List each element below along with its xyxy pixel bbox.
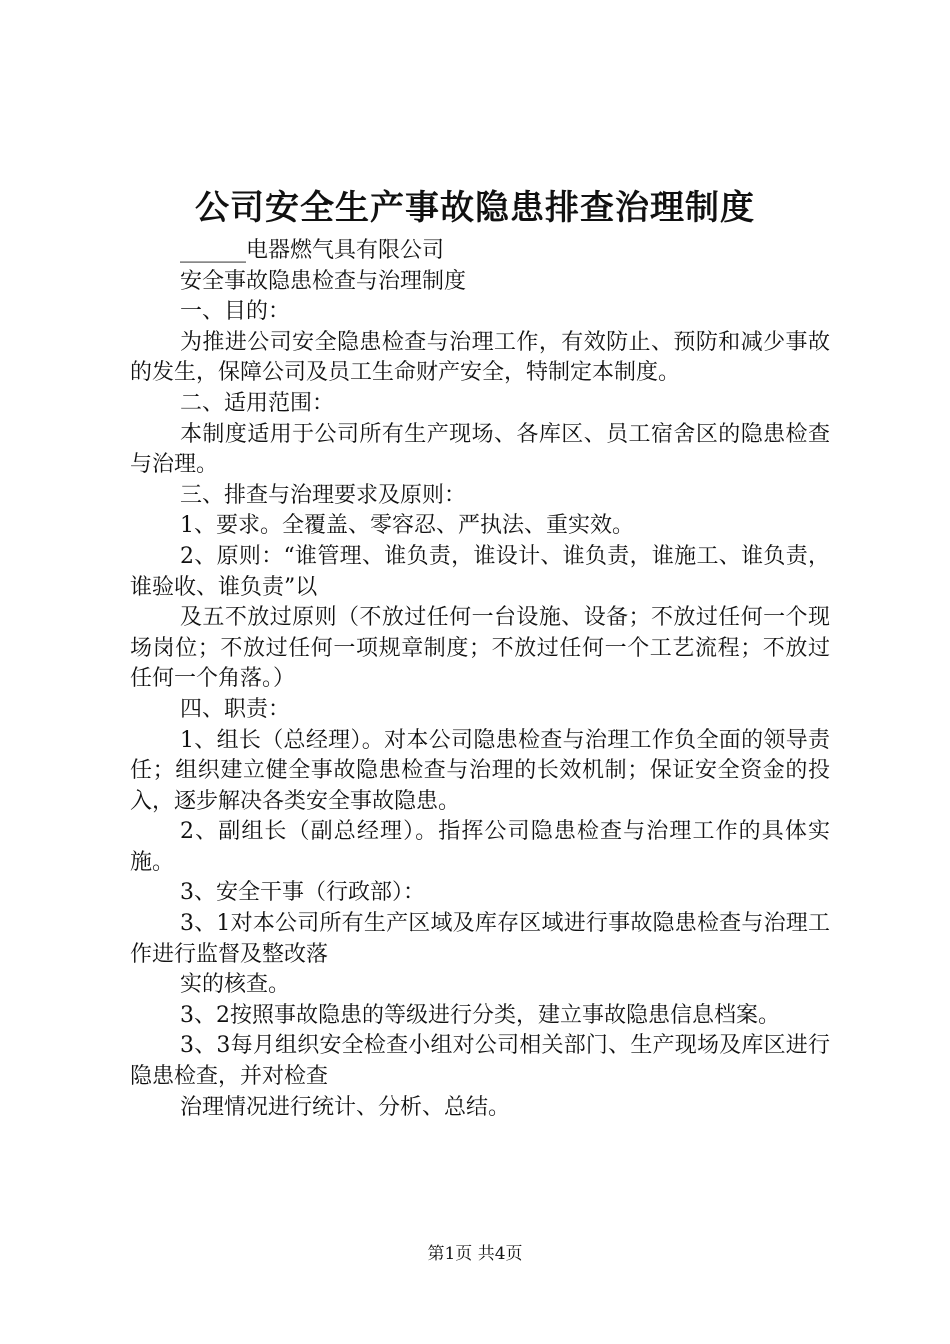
page-number-footer: 第1页 共4页 <box>427 1244 523 1264</box>
section-heading-scope: 二、适用范围： <box>180 390 335 416</box>
paragraph-scope: 本制度适用于公司所有生产现场、各库区、员工宿舍区的隐患检查与治理。 <box>130 421 830 478</box>
document-title: 公司安全生产事故隐患排查治理制度 <box>195 188 755 228</box>
paragraph-five-principles: 及五不放过原则（不放过任何一台设施、设备；不放过任何一个现场岗位；不放过任何一项规章制度；不放过任何一个工艺流程；不放过任何一个角落。） <box>130 605 830 692</box>
paragraph-duty-3-2: 3、2按照事故隐患的等级进行分类，建立事故隐患信息档案。 <box>180 1002 780 1028</box>
paragraph-duty-3-1-cont: 实的核查。 <box>180 972 291 998</box>
document-body <box>130 236 830 1123</box>
section-heading-purpose: 一、目的： <box>180 299 291 325</box>
paragraph-duty-safety-officer: 3、安全干事（行政部）： <box>180 880 425 906</box>
paragraph-purpose: 为推进公司安全隐患检查与治理工作，有效防止、预防和减少事故的发生，保障公司及员工生命财产安全，特制定本制度。 <box>130 329 830 386</box>
section-heading-duties: 四、职责： <box>180 696 291 722</box>
company-name-line: ______电器燃气具有限公司 <box>180 238 445 263</box>
paragraph-duty-3-1: 3、1对本公司所有生产区域及库存区域进行事故隐患检查与治理工作进行监督及整改落 <box>130 911 830 967</box>
paragraph-duty-leader: 1、组长（总经理）。对本公司隐患检查与治理工作负全面的领导责任；组织建立健全事故隐患检查与治理的长效机制；保证安全资金的投入，逐步解决各类安全事故隐患。 <box>130 727 830 814</box>
paragraph-duty-3-3: 3、3每月组织安全检查小组对公司相关部门、生产现场及库区进行隐患检查，并对检查 <box>130 1033 830 1090</box>
system-name-line: 安全事故隐患检查与治理制度 <box>180 268 467 294</box>
paragraph-duty-deputy: 2、副组长（副总经理）。指挥公司隐患检查与治理工作的具体实施。 <box>130 819 830 875</box>
paragraph-duty-3-3-cont: 治理情况进行统计、分析、总结。 <box>180 1094 511 1120</box>
section-heading-requirements: 三、排查与治理要求及原则： <box>180 482 467 508</box>
paragraph-requirement: 1、要求。全覆盖、零容忍、严执法、重实效。 <box>180 513 634 539</box>
paragraph-principle: 2、原则：“谁管理、谁负责，谁设计、谁负责，谁施工、谁负责，谁验收、谁负责”以 <box>130 543 830 600</box>
